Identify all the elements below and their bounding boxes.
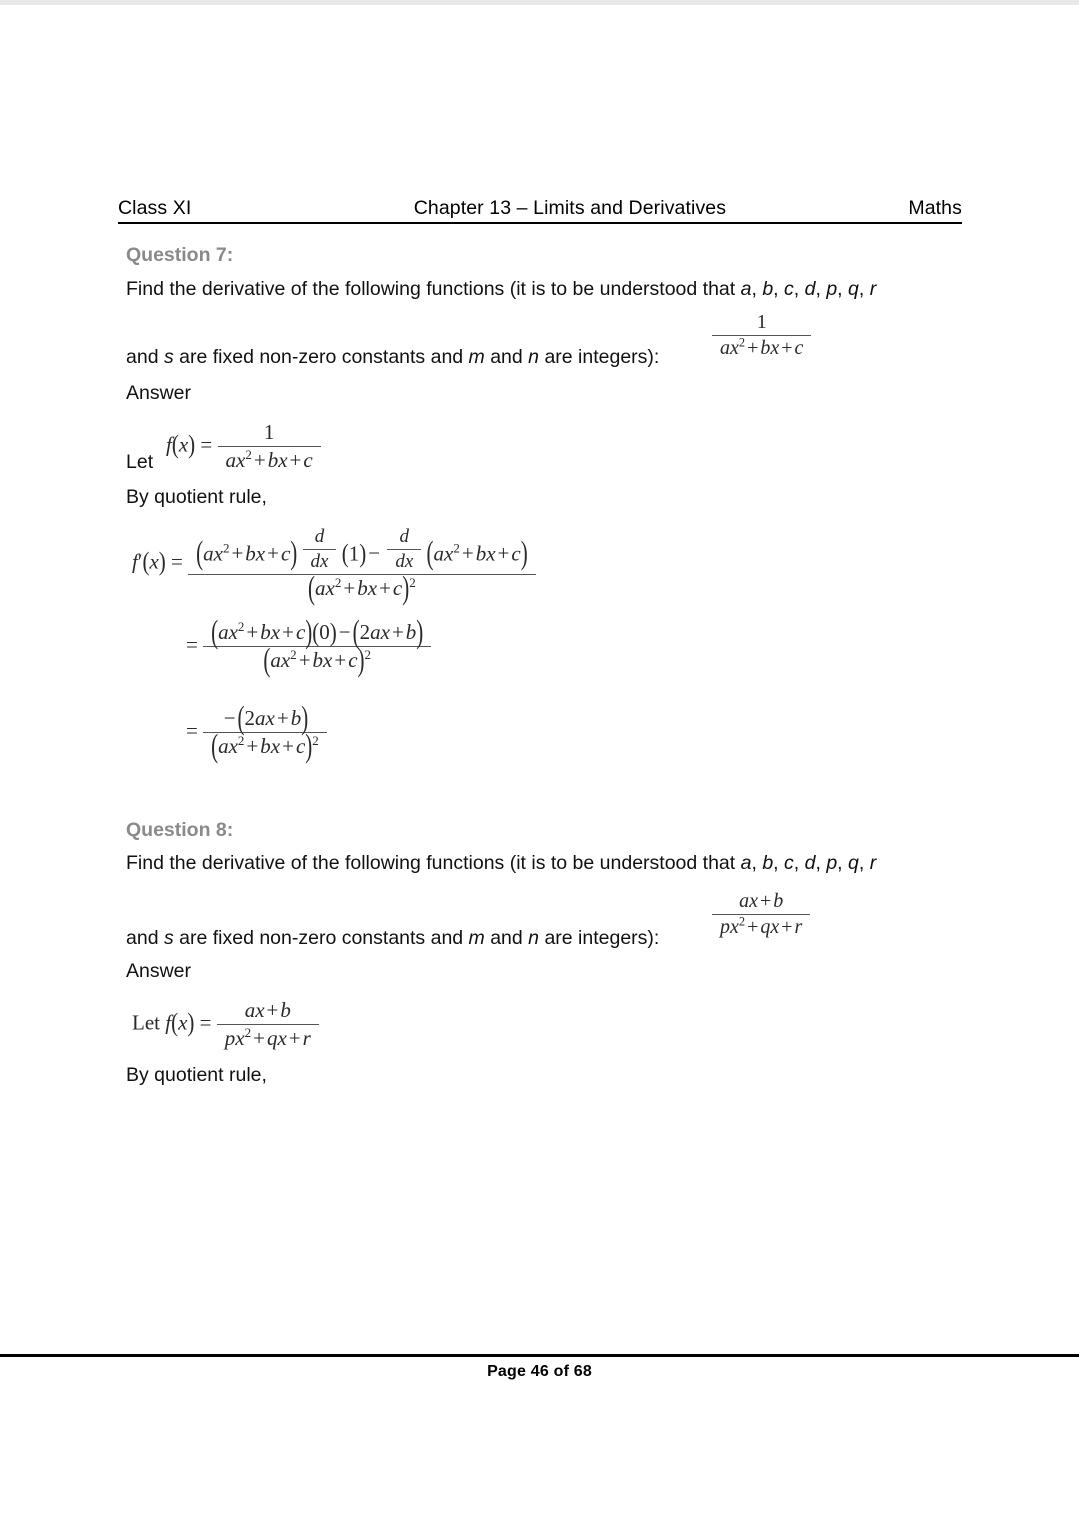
question-7-prompt-fraction: $\frac{1}{ax^2 + bx + c}$ — [712, 311, 811, 360]
question-7-prompt-line-2: and s are fixed non-zero constants and m and n are integers): — [126, 346, 660, 368]
question-7-answer-label: Answer — [126, 382, 192, 404]
header-class-label: Class XI — [118, 197, 192, 219]
question-8-quotient-rule-line: By quotient rule, — [126, 1064, 267, 1086]
question-7-step-1: f′(x) = $(ax^2+bx+c)$ $\frac{d}{dx}$ (1)− $\frac{d}{dx}$ $(ax^2+bx+c)$ $(ax^2+bx+c)^2$ — [132, 526, 536, 601]
question-7-label: Question 7: — [126, 244, 234, 266]
page-number: Page 46 of 68 — [487, 1363, 592, 1380]
question-8-answer-label: Answer — [126, 960, 192, 982]
page-header — [118, 196, 962, 220]
question-8-let-expression: Let f(x) = $\frac{ax+b}{px^2+qx+r}$ — [132, 998, 319, 1051]
header-subject-label: Maths — [908, 197, 962, 219]
header-chapter-title: Chapter 13 – Limits and Derivatives — [413, 197, 727, 219]
question-8-prompt-fraction: $\frac{ax + b}{px^2 + qx + r}$ — [712, 890, 810, 939]
question-8-label: Question 8: — [126, 819, 234, 841]
question-8-prompt-line-2: and s are fixed non-zero constants and m and n are integers): — [126, 927, 660, 949]
question-7-let-word: Let — [126, 451, 154, 473]
footer-divider — [0, 1354, 1079, 1357]
question-7-quotient-rule-line: By quotient rule, — [126, 486, 267, 508]
question-8-prompt-line-1: Find the derivative of the following functions (it is to be understood that a, b, c, d, p, q, r — [126, 852, 877, 874]
question-7-step-2: = $\frac{(ax^2+bx+c)(0)-(2ax+b)}{(ax^2+bx+c)^2}$ — [186, 620, 431, 673]
header-divider — [118, 222, 962, 224]
question-7-prompt-line-1: Find the derivative of the following functions (it is to be understood that a, b, c, d, p, q, r — [126, 278, 877, 300]
question-7-step-3: = $\frac{-(2ax+b)}{(ax^2+bx+c)^2}$ — [186, 706, 327, 759]
top-edge-strip — [0, 0, 1079, 5]
question-7-let-expression: f(x) = $\frac{1}{ax^2+bx+c}$ — [166, 420, 321, 473]
